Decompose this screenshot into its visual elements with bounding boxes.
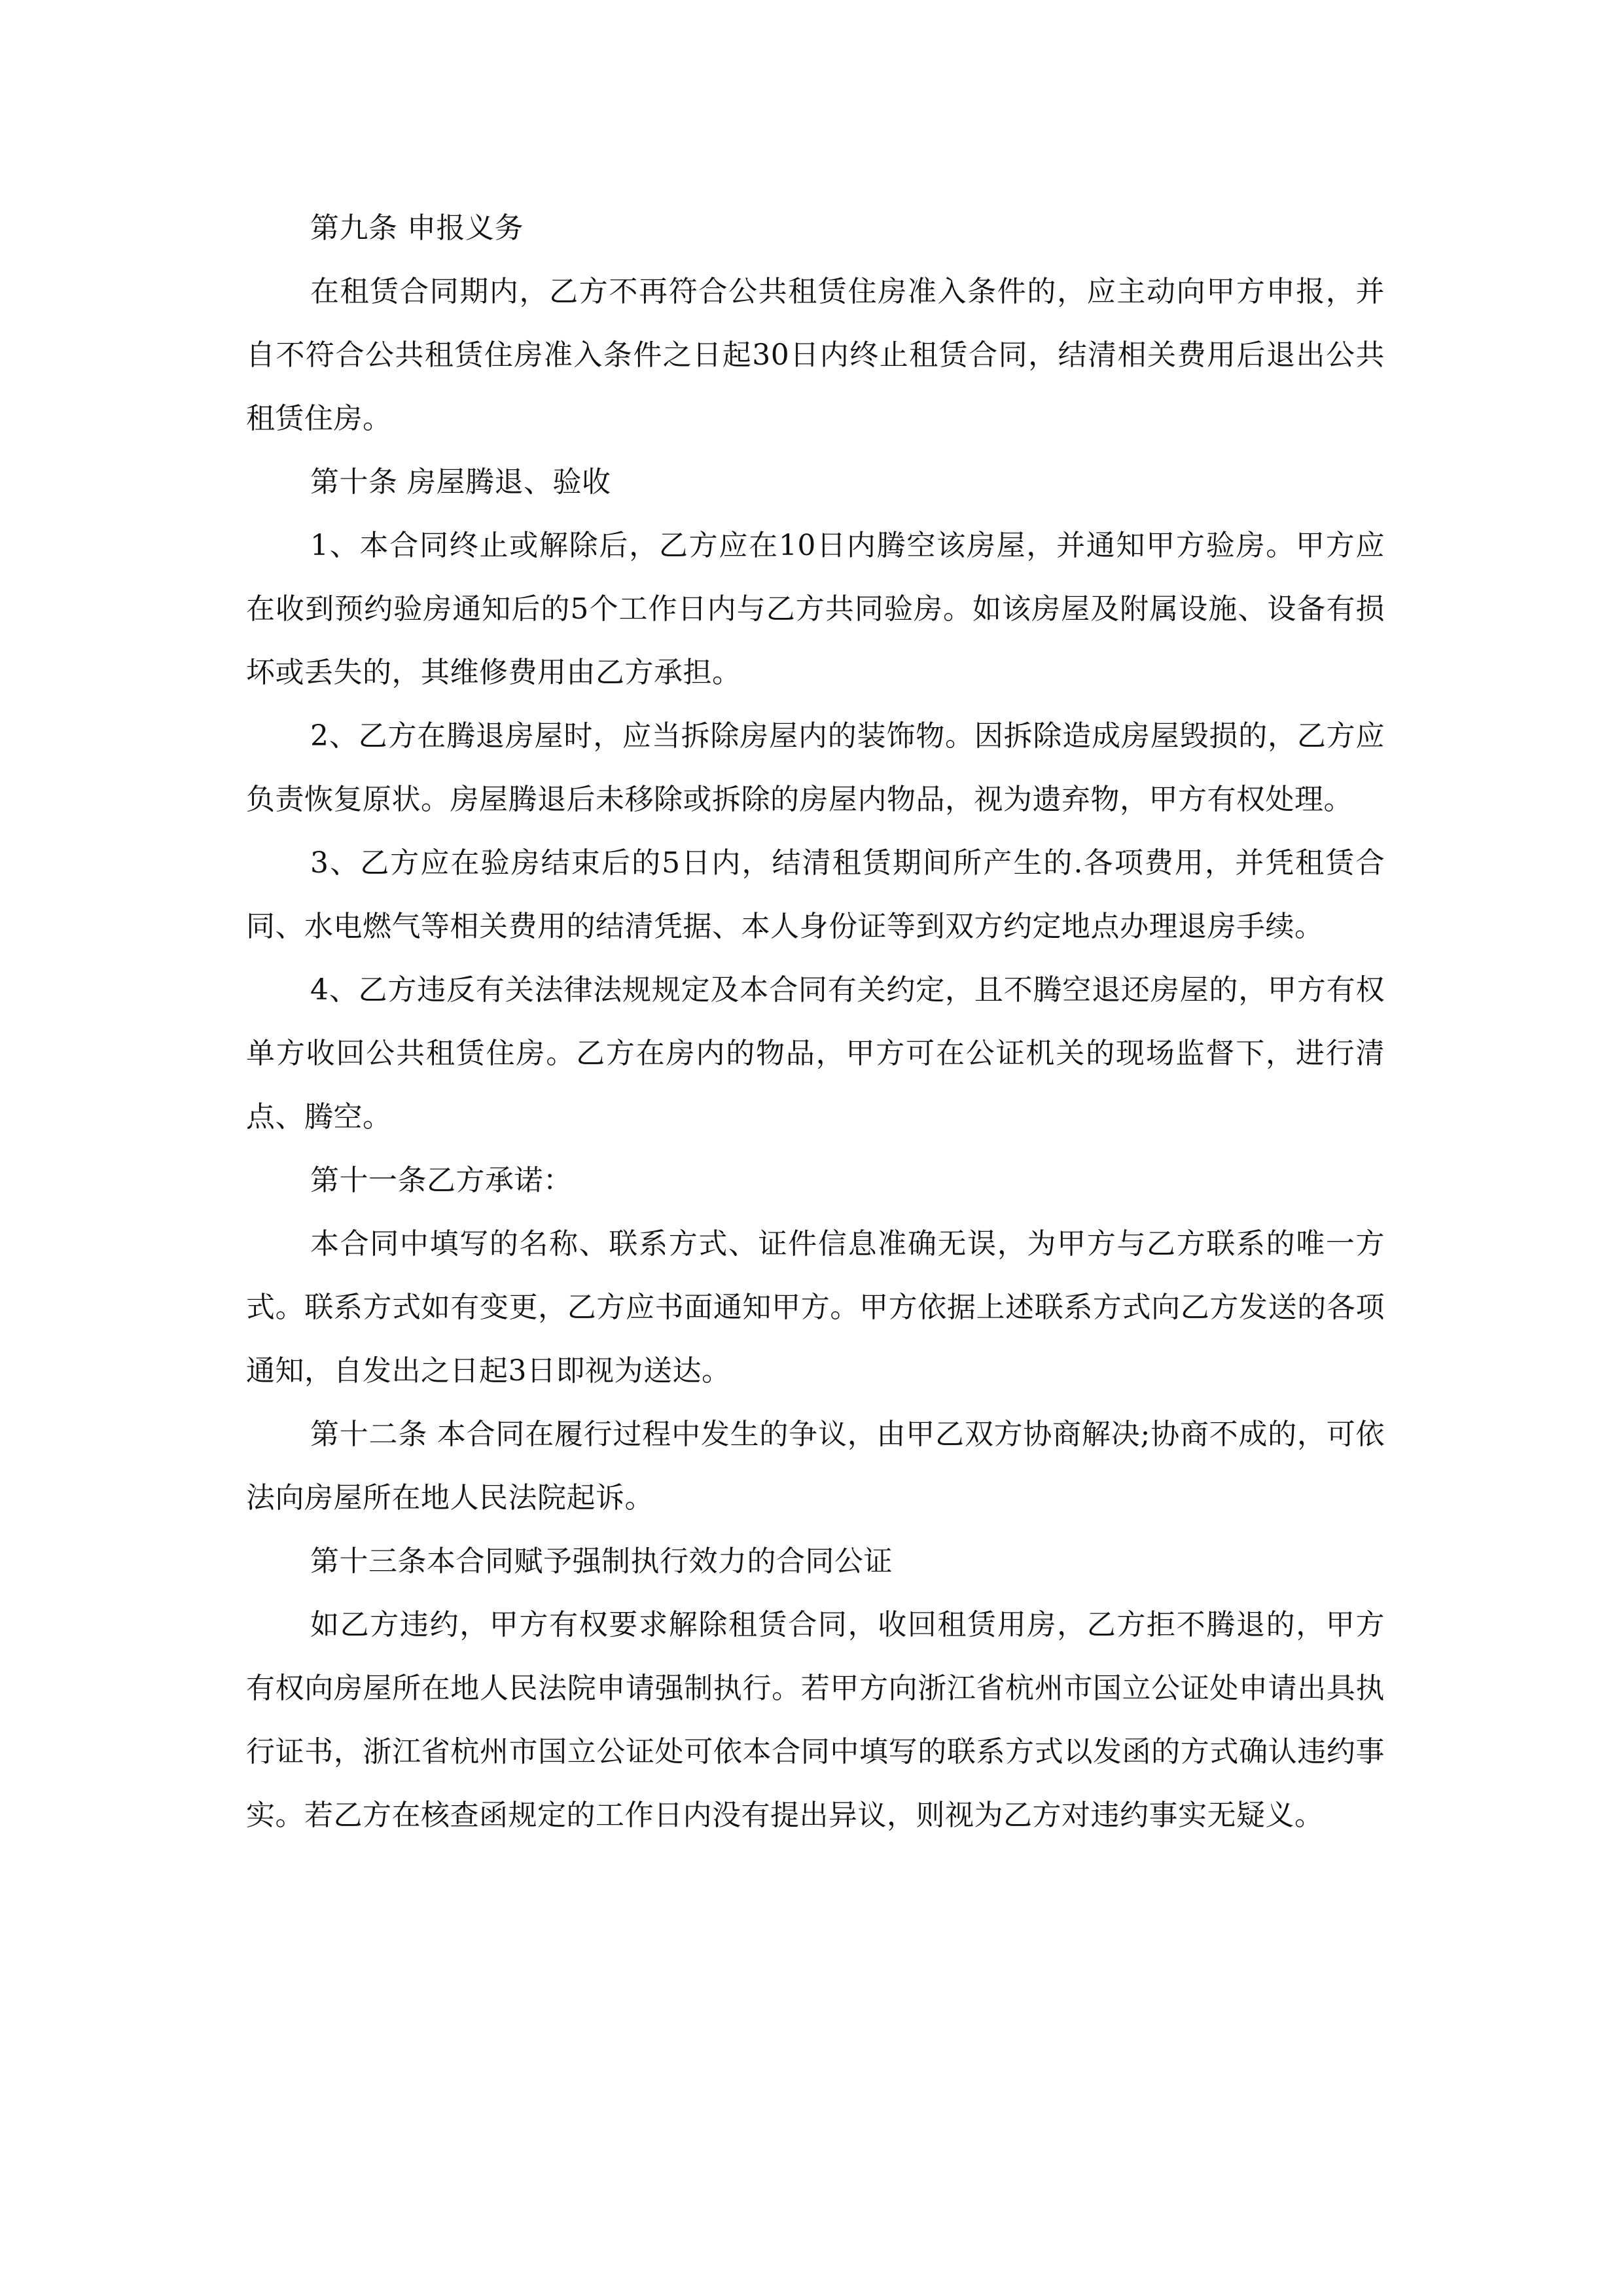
paragraph: 4、乙方违反有关法律法规规定及本合同有关约定，且不腾空退还房屋的，甲方有权单方收回公共租赁住房。乙方在房内的物品，甲方可在公证机关的现场监督下，进行清点、腾空。 [246,973,1385,1134]
paragraph: 本合同中填写的名称、联系方式、证件信息准确无误，为甲方与乙方联系的唯一方式。联系方式如有变更，乙方应书面通知甲方。甲方依据上述联系方式向乙方发送的各项通知，自发出之日起3日即视为送达。 [246,1227,1385,1388]
paragraph: 2、乙方在腾退房屋时，应当拆除房屋内的装饰物。因拆除造成房屋毁损的，乙方应负责恢复原状。房屋腾退后未移除或拆除的房屋内物品，视为遗弃物，甲方有权处理。 [246,719,1385,816]
document-body [246,196,1385,1847]
section-12-paragraph: 第十二条 本合同在履行过程中发生的争议，由甲乙双方协商解决;协商不成的，可依法向房屋所在地人民法院起诉。 [246,1418,1385,1515]
paragraph: 3、乙方应在验房结束后的5日内，结清租赁期间所产生的.各项费用，并凭租赁合同、水电燃气等相关费用的结清凭据、本人身份证等到双方约定地点办理退房手续。 [246,846,1385,943]
section-heading-9: 第九条 申报义务 [310,211,524,245]
section-heading-10: 第十条 房屋腾退、验收 [310,465,611,499]
paragraph: 1、本合同终止或解除后，乙方应在10日内腾空该房屋，并通知甲方验房。甲方应在收到预约验房通知后的5个工作日内与乙方共同验房。如该房屋及附属设施、设备有损坏或丢失的，其维修费用由乙方承担。 [246,529,1385,689]
paragraph: 在租赁合同期内，乙方不再符合公共租赁住房准入条件的，应主动向甲方申报，并自不符合公共租赁住房准入条件之日起30日内终止租赁合同，结清相关费用后退出公共租赁住房。 [246,275,1385,435]
section-heading-11: 第十一条乙方承诺： [310,1164,573,1197]
section-heading-13: 第十三条本合同赋予强制执行效力的合同公证 [310,1545,893,1578]
paragraph: 如乙方违约，甲方有权要求解除租赁合同，收回租赁用房，乙方拒不腾退的，甲方有权向房屋所在地人民法院申请强制执行。若甲方向浙江省杭州市国立公证处申请出具执行证书，浙江省杭州市国立公证处可依本合同中填写的联系方式以发函的方式确认违约事实。若乙方在核查函规定的工作日内没有提出异议，则视为乙方对违约事实无疑义。 [246,1608,1385,1832]
